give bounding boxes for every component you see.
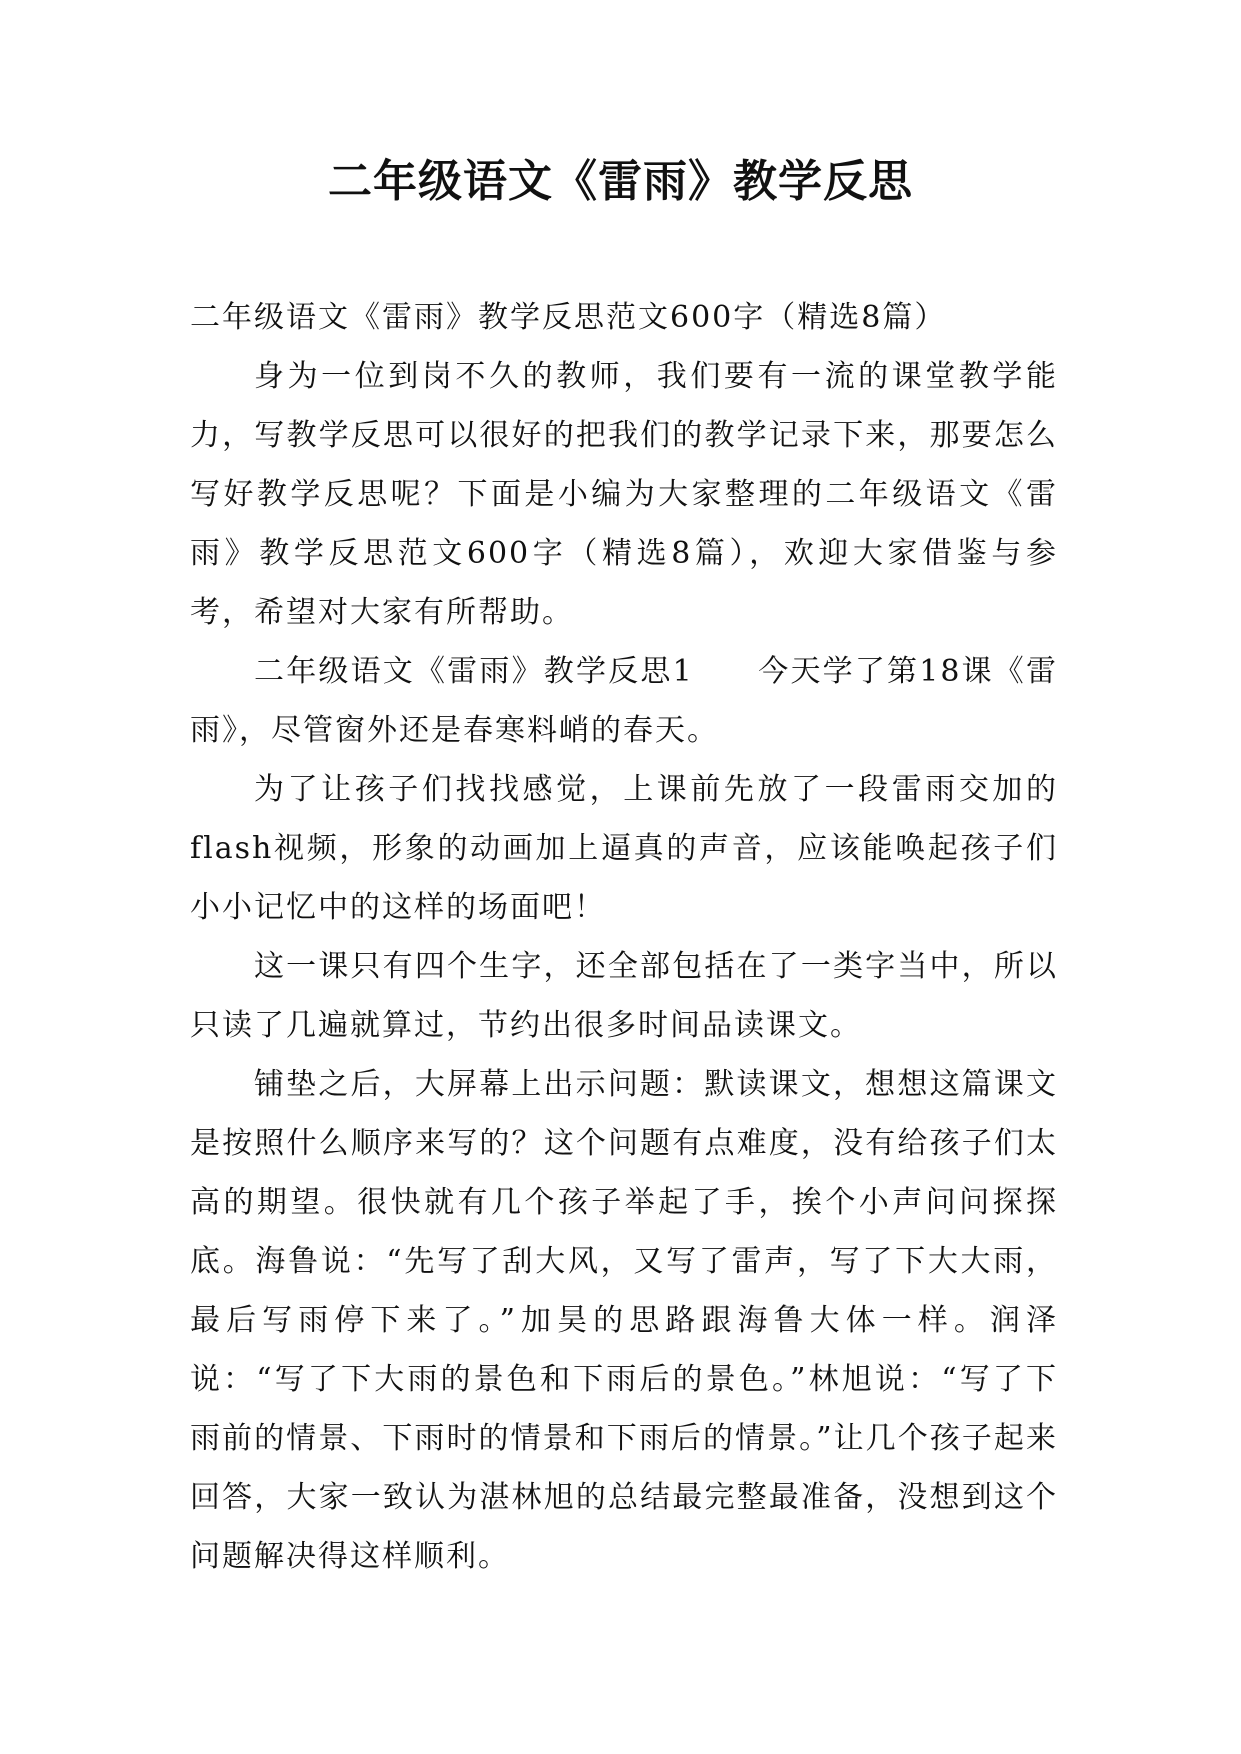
body-paragraph: 这一课只有四个生字，还全部包括在了一类字当中，所以只读了几遍就算过，节约出很多时间品读课文。 bbox=[190, 949, 1058, 1043]
body-paragraph: 为了让孩子们找找感觉，上课前先放了一段雷雨交加的flash视频，形象的动画加上逼真的声音，应该能唤起孩子们小小记忆中的这样的场面吧！ bbox=[190, 772, 1058, 925]
section-heading-paragraph: 二年级语文《雷雨》教学反思1 今天学了第18课《雷雨》，尽管窗外还是春寒料峭的春天。 bbox=[190, 654, 1058, 748]
body-paragraph: 铺垫之后，大屏幕上出示问题：默读课文，想想这篇课文是按照什么顺序来写的？这个问题有点难度，没有给孩子们太高的期望。很快就有几个孩子举起了手，挨个小声问问探探底。海鲁说：“先写了刮大风，又写了雷声，写了下大大雨，最后写雨停下来了。”加昊的思路跟海鲁大体一样。润泽说：“写了下大雨的景色和下雨后的景色。”林旭说：“写了下雨前的情景、下雨时的情景和下雨后的情景。”让几个孩子起来回答，大家一致认为湛林旭的总结最完整最准备，没想到这个问题解决得这样顺利。 bbox=[190, 1067, 1058, 1574]
intro-paragraph: 身为一位到岗不久的教师，我们要有一流的课堂教学能力，写教学反思可以很好的把我们的教学记录下来，那要怎么写好教学反思呢？下面是小编为大家整理的二年级语文《雷雨》教学反思范文600字（精选8篇），欢迎大家借鉴与参考，希望对大家有所帮助。 bbox=[190, 359, 1058, 630]
document-title: 二年级语文《雷雨》教学反思 bbox=[328, 156, 913, 207]
subtitle-paragraph: 二年级语文《雷雨》教学反思范文600字（精选8篇） bbox=[190, 300, 947, 335]
document-body bbox=[190, 288, 1058, 1586]
